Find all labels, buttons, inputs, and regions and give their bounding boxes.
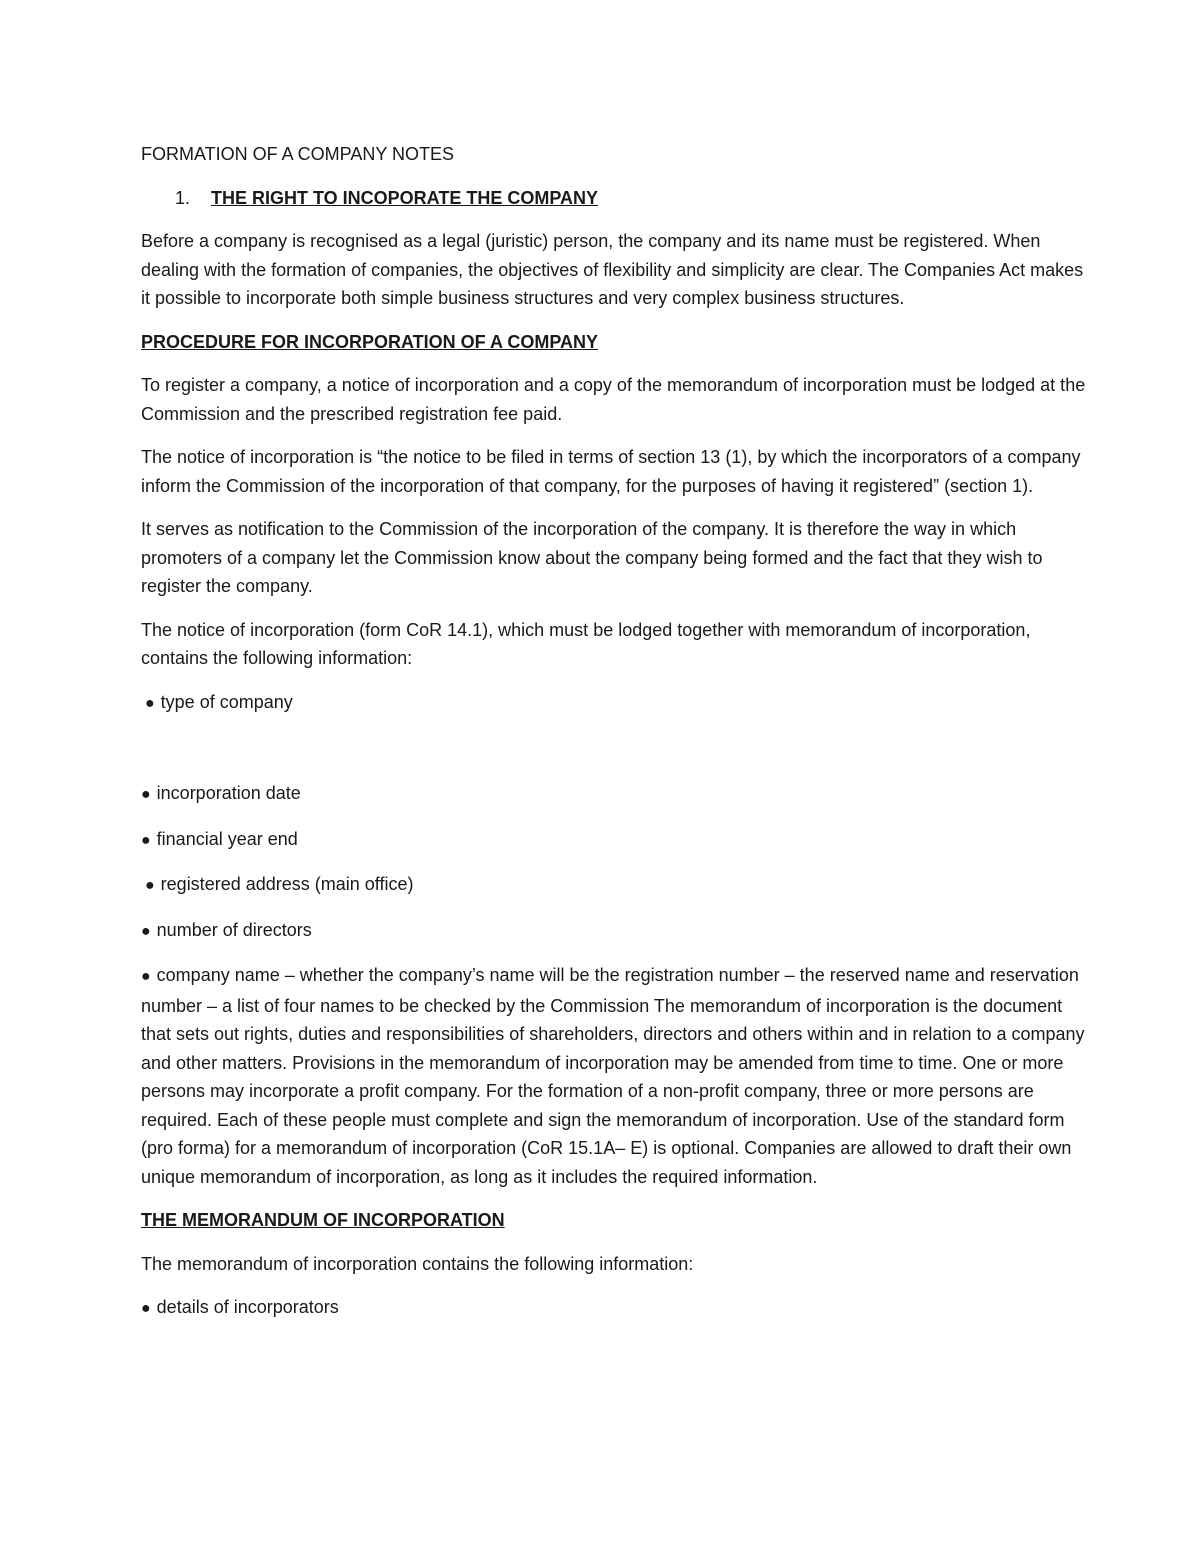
list-item bbox=[141, 688, 1086, 719]
section-3-paragraph: The memorandum of incorporation contains the following information: bbox=[141, 1253, 694, 1274]
bullet-icon: ● bbox=[141, 1300, 151, 1317]
bullet-icon: ● bbox=[145, 694, 155, 712]
section-1-number: 1. bbox=[175, 187, 191, 208]
section-2-paragraph-3: It serves as notification to the Commission of the incorporation of the company. It is therefore the way in which promoters of a company let the Commission know about the company being formed and the fact that they wish to register the company. bbox=[141, 519, 1043, 596]
bullet-icon: ● bbox=[141, 831, 151, 849]
list-item-text: incorporation date bbox=[156, 783, 301, 803]
section-2-paragraph-2: The notice of incorporation is “the notice to be filed in terms of section 13 (1), by which the incorporators of a company inform the Commission of the incorporation of that company, for the purposes of having it registered” (section 1). bbox=[141, 447, 1081, 496]
document-page bbox=[141, 140, 1086, 1339]
list-item-text: registered address (main office) bbox=[160, 874, 414, 894]
section-2-heading: PROCEDURE FOR INCORPORATION OF A COMPANY bbox=[141, 331, 599, 352]
section-3-heading: THE MEMORANDUM OF INCORPORATION bbox=[141, 1210, 505, 1230]
section-1-paragraph: Before a company is recognised as a legal (juristic) person, the company and its name must be registered. When dealing with the formation of companies, the objectives of flexibility and simplicity are clear. The Companies Act makes it possible to incorporate both simple business structures and very complex business structures. bbox=[141, 231, 1084, 308]
list-item-text: financial year end bbox=[156, 828, 298, 849]
list-item-text: details of incorporators bbox=[156, 1297, 339, 1317]
list-item bbox=[141, 870, 1086, 901]
list-item-text: number of directors bbox=[156, 919, 312, 940]
list-item bbox=[141, 916, 1086, 947]
list-item-text: company name – whether the company’s name will be the registration number – the reserved name and reservation number – a list of four names to be checked by the Commission The memorandum of incorporation is the document that sets out rights, duties and responsibilities of shareholders, directors and others within and in relation to a company and other matters. Provisions in the memorandum of incorporation may be amended from time to time. One or more persons may incorporate a profit company. For the formation of a non-profit company, three or more persons are required. Each of these people must complete and sign the memorandum of incorporation. Use of the standard form (pro forma) for a memorandum of incorporation (CoR 15.1A– E) is optional. Companies are allowed to draft their own unique memorandum of incorporation, as long as it includes the required information. bbox=[141, 965, 1085, 1187]
bullet-icon: ● bbox=[141, 786, 151, 803]
list-item bbox=[141, 779, 1086, 810]
bullet-icon: ● bbox=[141, 968, 151, 985]
list-item bbox=[141, 961, 1086, 1191]
section-1-heading-row bbox=[141, 184, 1086, 213]
section-2-paragraph-4: The notice of incorporation (form CoR 14.1), which must be lodged together with memorandum of incorporation, contains the following information: bbox=[141, 619, 1031, 668]
bullet-icon: ● bbox=[145, 877, 155, 894]
section-2-paragraph-1: To register a company, a notice of incorporation and a copy of the memorandum of incorporation must be lodged at the Commission and the prescribed registration fee paid. bbox=[141, 375, 1086, 424]
list-item bbox=[141, 1293, 1086, 1324]
list-item bbox=[141, 825, 1086, 856]
list-item-text: type of company bbox=[160, 691, 293, 712]
document-title: FORMATION OF A COMPANY NOTES bbox=[141, 144, 455, 164]
blank-line bbox=[141, 733, 1086, 779]
section-1-heading: THE RIGHT TO INCOPORATE THE COMPANY bbox=[211, 187, 599, 208]
bullet-icon: ● bbox=[141, 922, 151, 940]
